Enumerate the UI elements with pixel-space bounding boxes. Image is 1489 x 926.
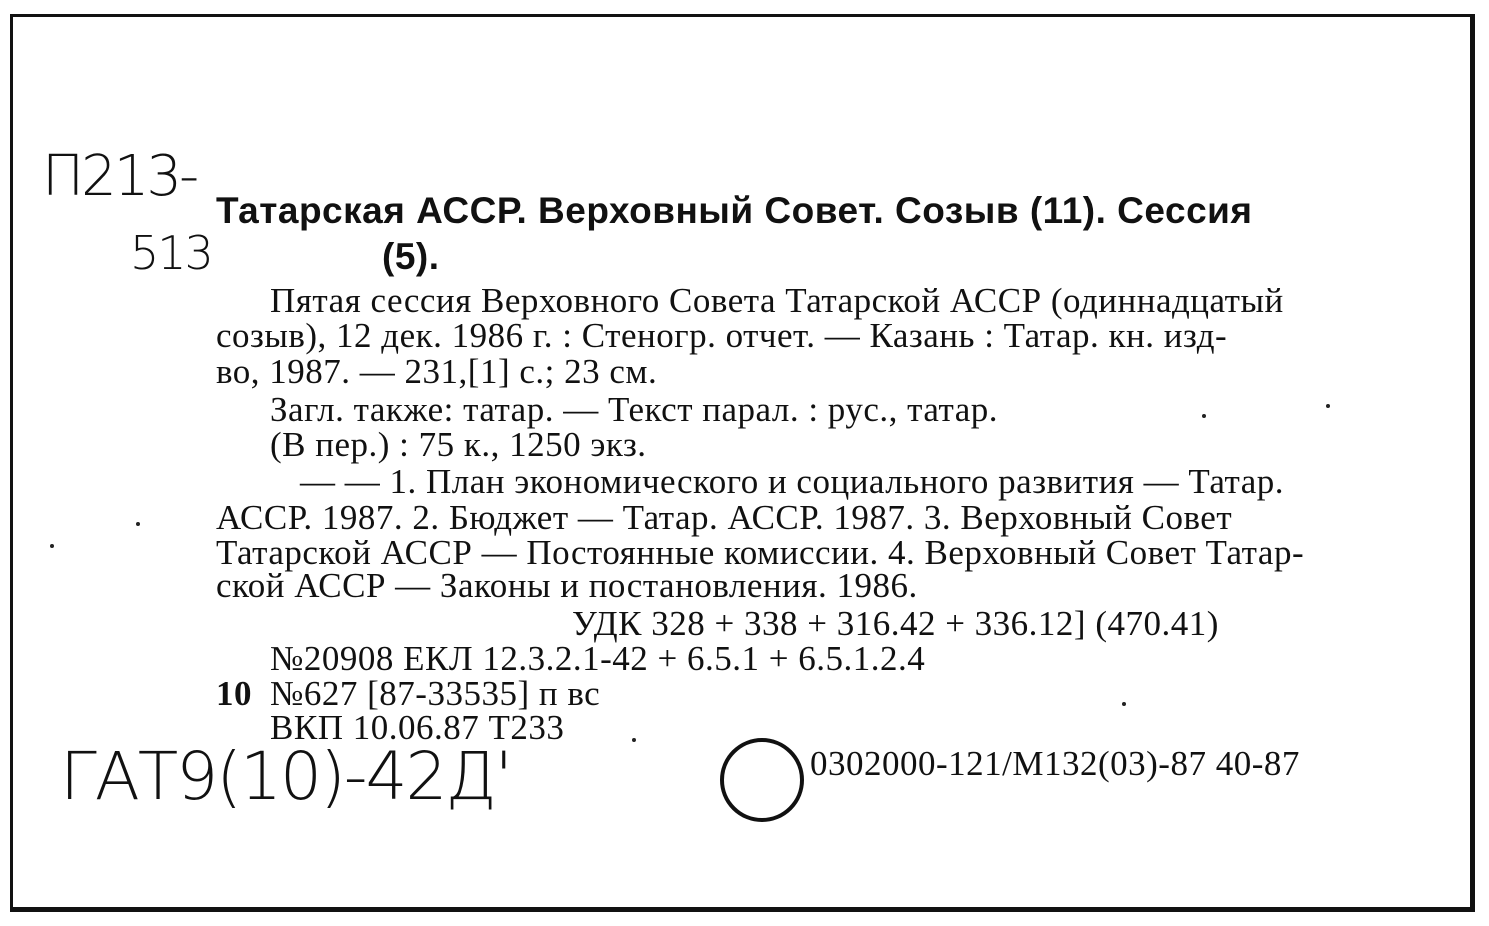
description-line-1: Пятая сессия Верховного Совета Татарской АССР (одиннадцатый — [270, 281, 1284, 320]
note-title-language: Загл. также: татар. — Текст парал. : рус., татар. — [270, 390, 998, 429]
number-prefix: 10 — [216, 674, 252, 713]
record-number: №627 [87-33535] п вс — [270, 674, 601, 713]
card-title-line-1: Татарская АССР. Верховный Совет. Созыв (11). Сессия — [216, 190, 1253, 231]
subjects-line-2: АССР. 1987. 2. Бюджет — Татар. АССР. 1987. 3. Верховный Совет — [216, 498, 1233, 537]
speck — [1122, 702, 1126, 706]
ekl-classification: №20908 ЕКЛ 12.3.2.1-42 + 6.5.1 + 6.5.1.2.4 — [270, 639, 926, 678]
udc-classification: УДК 328 + 338 + 316.42 + 336.12] (470.41) — [572, 604, 1219, 643]
card-title-line-2: (5). — [382, 236, 440, 277]
handwritten-bottom-code: ГАТ9(10)-42Д' — [60, 738, 511, 815]
speck — [50, 544, 54, 548]
handwritten-shelf-mark-1: П213- — [42, 144, 197, 209]
subjects-line-3: Татарской АССР — Постоянные комиссии. 4. Верховный Совет Татар- — [216, 533, 1305, 572]
description-line-2: созыв), 12 дек. 1986 г. : Стеногр. отчет. — Казань : Татар. кн. изд- — [216, 316, 1228, 355]
description-line-3: во, 1987. — 231,[1] с.; 23 см. — [216, 352, 658, 391]
handwritten-shelf-mark-2: 513 — [130, 226, 212, 280]
speck — [1202, 414, 1206, 418]
circle-stamp — [720, 738, 804, 822]
vkp-code: ВКП 10.06.87 Т233 — [270, 708, 565, 747]
speck — [632, 738, 636, 742]
subjects-line-1: — — 1. План экономического и социального развития — Татар. — [300, 462, 1285, 501]
subjects-line-4: ской АССР — Законы и постановления. 1986. — [216, 566, 918, 605]
note-binding-price: (В пер.) : 75 к., 1250 экз. — [270, 425, 647, 464]
speck — [1326, 404, 1330, 408]
speck — [136, 522, 140, 526]
catalog-code: 0302000-121/М132(03)-87 40-87 — [810, 744, 1300, 783]
